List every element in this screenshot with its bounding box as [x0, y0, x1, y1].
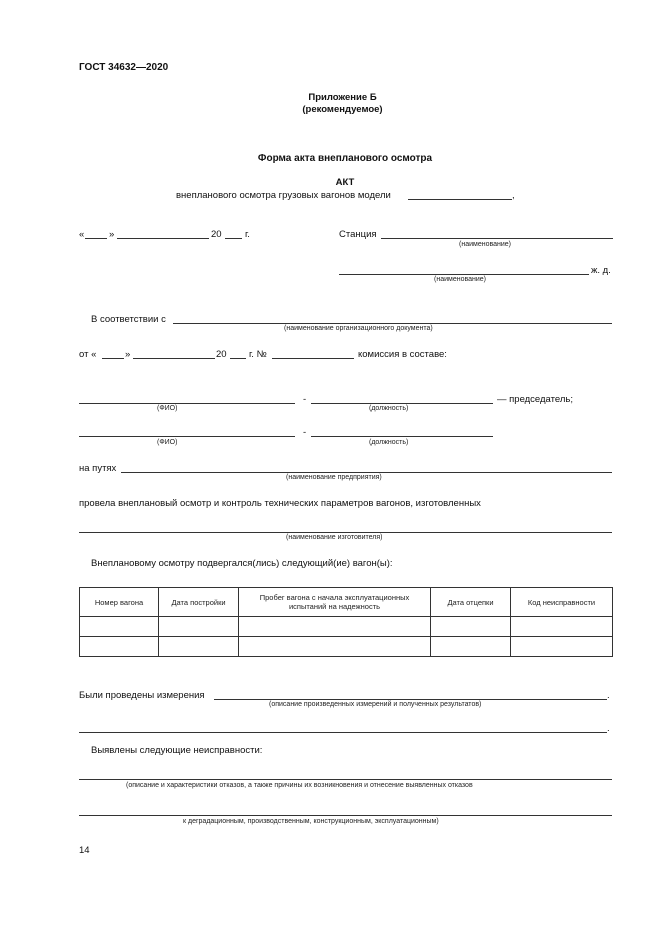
tracks-label: на путях — [79, 463, 117, 474]
chairman-position-note: (должность) — [369, 405, 409, 412]
table-cell[interactable] — [80, 637, 159, 657]
faults-label: Выявлены следующие неисправности: — [91, 745, 263, 756]
subject-text: Внеплановому осмотру подвергался(лись) следующий(ие) вагон(ы): — [91, 558, 393, 569]
table-cell[interactable] — [239, 617, 431, 637]
member-fio-field[interactable] — [79, 436, 295, 437]
accordance-label: В соответствии с — [91, 314, 166, 325]
tracks-field[interactable] — [121, 472, 612, 473]
chairman-fio-note: (ФИО) — [157, 405, 178, 412]
accordance-field[interactable] — [173, 323, 612, 324]
standard-number: ГОСТ 34632—2020 — [79, 62, 169, 73]
from-month-field[interactable] — [133, 358, 215, 359]
table-row — [80, 617, 613, 637]
wagon-model-field[interactable] — [408, 199, 512, 200]
from-g-no: г. № — [249, 349, 267, 360]
from-year-prefix: 20 — [216, 349, 227, 360]
member-dash: - — [303, 427, 307, 438]
table-row — [80, 637, 613, 657]
from-day-field[interactable] — [102, 358, 124, 359]
act-title: АКТ — [335, 177, 355, 188]
faults-note-1: (описание и характеристики отказов, а также причины их возникновения и отнесение выявленных отказов — [126, 782, 473, 789]
chairman-position-field[interactable] — [311, 403, 493, 404]
chairman-label: — председатель; — [497, 394, 573, 405]
table-cell[interactable] — [159, 637, 239, 657]
table-cell[interactable] — [80, 617, 159, 637]
date-year-field[interactable] — [225, 238, 242, 239]
date-month-field[interactable] — [117, 238, 209, 239]
col-mileage: Пробег вагона с начала эксплуатационных испытаний на надежность — [239, 588, 431, 617]
from-close-quote: » — [125, 349, 131, 360]
accordance-note: (наименование организационного документа) — [284, 325, 433, 332]
inspection-text: провела внеплановый осмотр и контроль технических параметров вагонов, изготовленных — [79, 498, 481, 509]
table-cell[interactable] — [511, 617, 613, 637]
appendix-subtitle: (рекомендуемое) — [302, 104, 383, 115]
col-build-date: Дата постройки — [159, 588, 239, 617]
chairman-dash: - — [303, 394, 307, 405]
station-field[interactable] — [381, 238, 613, 239]
measurements-field-2[interactable] — [79, 732, 607, 733]
station-note: (наименование) — [459, 241, 511, 248]
date-day-field[interactable] — [85, 238, 107, 239]
member-fio-note: (ФИО) — [157, 439, 178, 446]
page-number: 14 — [79, 845, 90, 856]
measurements-dot: . — [607, 690, 610, 701]
date-open-quote: « — [79, 229, 85, 240]
member-position-field[interactable] — [311, 436, 493, 437]
table-cell[interactable] — [431, 637, 511, 657]
col-uncoupling-date: Дата отцепки — [431, 588, 511, 617]
from-number-field[interactable] — [272, 358, 354, 359]
railway-suffix: ж. д. — [591, 265, 611, 276]
measurements-dot-2: . — [607, 723, 610, 734]
measurements-field[interactable] — [214, 699, 607, 700]
member-position-note: (должность) — [369, 439, 409, 446]
form-title: Форма акта внепланового осмотра — [257, 153, 433, 164]
railway-field[interactable] — [339, 274, 589, 275]
from-year-field[interactable] — [230, 358, 246, 359]
col-wagon-number: Номер вагона — [80, 588, 159, 617]
date-g: г. — [245, 229, 250, 240]
faults-field-2[interactable] — [79, 815, 612, 816]
col-fault-code: Код неисправности — [511, 588, 613, 617]
from-label: от « — [79, 349, 97, 360]
manufacturer-note: (наименование изготовителя) — [286, 534, 383, 541]
appendix-title: Приложение Б — [308, 92, 377, 103]
act-subtitle: внепланового осмотра грузовых вагонов модели — [176, 190, 391, 201]
measurements-note: (описание произведенных измерений и полученных результатов) — [269, 701, 482, 708]
table-header-row — [80, 588, 613, 617]
tracks-note: (наименование предприятия) — [286, 474, 382, 481]
measurements-label: Были проведены измерения — [79, 690, 205, 701]
station-label: Станция — [339, 229, 377, 240]
commission-label: комиссия в составе: — [358, 349, 447, 360]
chairman-fio-field[interactable] — [79, 403, 295, 404]
wagons-table — [79, 587, 613, 657]
date-close-quote: » — [109, 229, 115, 240]
manufacturer-field[interactable] — [79, 532, 612, 533]
table-cell[interactable] — [239, 637, 431, 657]
table-cell[interactable] — [431, 617, 511, 637]
faults-field-1[interactable] — [79, 779, 612, 780]
date-year-prefix: 20 — [211, 229, 222, 240]
faults-note-2: к деградационным, производственным, конструкционным, эксплуатационным) — [183, 818, 439, 825]
table-cell[interactable] — [511, 637, 613, 657]
railway-note: (наименование) — [434, 276, 486, 283]
act-comma: , — [512, 190, 515, 201]
table-cell[interactable] — [159, 617, 239, 637]
